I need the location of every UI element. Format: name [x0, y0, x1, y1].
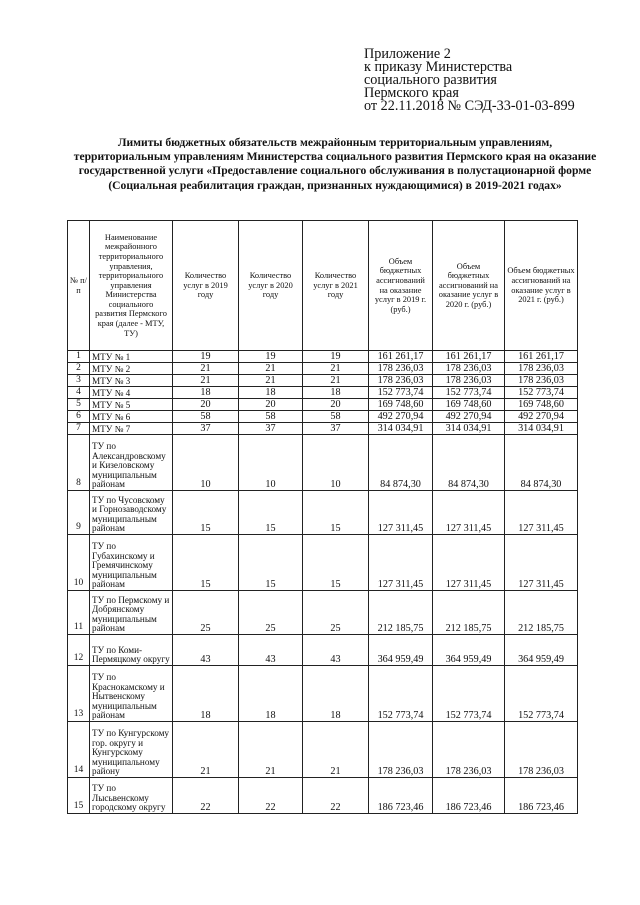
row-volume-2019: 212 185,75 [369, 591, 433, 635]
row-org: ТУ по Коми-Пермяцкому округу [90, 635, 173, 666]
row-volume-2019: 84 874,30 [369, 435, 433, 491]
table-row [68, 535, 578, 591]
row-org: ТУ по Лысьвенскому городскому округу [90, 778, 173, 814]
row-count-2020: 21 [239, 722, 303, 778]
row-count-2021: 20 [303, 399, 369, 411]
row-count-2019: 25 [173, 591, 239, 635]
table-row [68, 399, 578, 411]
row-count-2019: 18 [173, 387, 239, 399]
row-number: 5 [68, 399, 90, 411]
row-org: ТУ по Пермскому и Добрянскому муниципальным районам [90, 591, 173, 635]
row-count-2020: 20 [239, 399, 303, 411]
row-count-2021: 18 [303, 387, 369, 399]
row-volume-2021: 186 723,46 [505, 778, 578, 814]
row-count-2021: 43 [303, 635, 369, 666]
appendix-line: социального развития [364, 72, 497, 88]
table-row [68, 778, 578, 814]
appendix-line: Приложение 2 [364, 46, 451, 62]
row-volume-2020: 127 311,45 [433, 535, 505, 591]
row-count-2020: 10 [239, 435, 303, 491]
row-volume-2019: 152 773,74 [369, 387, 433, 399]
row-volume-2019: 178 236,03 [369, 363, 433, 375]
row-volume-2021: 127 311,45 [505, 491, 578, 535]
row-number: 12 [68, 635, 90, 666]
row-volume-2021: 364 959,49 [505, 635, 578, 666]
table-row [68, 635, 578, 666]
row-volume-2020: 152 773,74 [433, 387, 505, 399]
appendix-line: Пермского края [364, 85, 459, 101]
row-volume-2021: 152 773,74 [505, 387, 578, 399]
row-count-2020: 15 [239, 535, 303, 591]
table-row [68, 722, 578, 778]
row-org: МТУ № 2 [90, 363, 173, 375]
row-count-2020: 18 [239, 387, 303, 399]
row-org: ТУ по Чусовскому и Горнозаводскому муниципальным районам [90, 491, 173, 535]
row-volume-2019: 186 723,46 [369, 778, 433, 814]
appendix-line: от 22.11.2018 № СЭД-33-01-03-899 [364, 98, 575, 114]
row-volume-2021: 314 034,91 [505, 423, 578, 435]
header-count-2019: Количество услуг в 2019 году [173, 221, 239, 351]
row-count-2019: 15 [173, 491, 239, 535]
row-volume-2020: 178 236,03 [433, 722, 505, 778]
row-number: 1 [68, 351, 90, 363]
row-count-2021: 25 [303, 591, 369, 635]
row-count-2020: 15 [239, 491, 303, 535]
row-org: ТУ по Кунгурскому гор. округу и Кунгурскому муниципальному району [90, 722, 173, 778]
row-volume-2020: 314 034,91 [433, 423, 505, 435]
row-count-2020: 21 [239, 363, 303, 375]
row-count-2021: 21 [303, 722, 369, 778]
row-volume-2021: 178 236,03 [505, 722, 578, 778]
row-count-2019: 21 [173, 722, 239, 778]
table-row [68, 363, 578, 375]
row-count-2020: 18 [239, 666, 303, 722]
row-volume-2020: 186 723,46 [433, 778, 505, 814]
row-volume-2020: 161 261,17 [433, 351, 505, 363]
row-count-2019: 15 [173, 535, 239, 591]
row-volume-2021: 161 261,17 [505, 351, 578, 363]
limits-table [67, 220, 578, 814]
row-count-2019: 37 [173, 423, 239, 435]
row-count-2021: 19 [303, 351, 369, 363]
row-count-2019: 43 [173, 635, 239, 666]
appendix-line: к приказу Министерства [364, 59, 513, 75]
table-row [68, 491, 578, 535]
row-volume-2021: 212 185,75 [505, 591, 578, 635]
row-org: МТУ № 1 [90, 351, 173, 363]
row-org: ТУ по Александровскому и Кизеловскому муниципальным районам [90, 435, 173, 491]
row-count-2020: 19 [239, 351, 303, 363]
row-number: 9 [68, 491, 90, 535]
row-count-2020: 22 [239, 778, 303, 814]
row-count-2020: 43 [239, 635, 303, 666]
row-count-2019: 21 [173, 375, 239, 387]
row-number: 15 [68, 778, 90, 814]
row-count-2021: 58 [303, 411, 369, 423]
row-volume-2021: 178 236,03 [505, 375, 578, 387]
header-volume-2020: Объем бюджетных ассигнований на оказание услуг в 2020 г. (руб.) [433, 221, 505, 351]
row-volume-2019: 161 261,17 [369, 351, 433, 363]
row-volume-2020: 127 311,45 [433, 491, 505, 535]
row-count-2019: 22 [173, 778, 239, 814]
row-number: 6 [68, 411, 90, 423]
row-number: 7 [68, 423, 90, 435]
row-count-2019: 20 [173, 399, 239, 411]
table-row [68, 351, 578, 363]
row-number: 14 [68, 722, 90, 778]
row-volume-2020: 492 270,94 [433, 411, 505, 423]
row-count-2021: 15 [303, 535, 369, 591]
row-org: МТУ № 5 [90, 399, 173, 411]
row-volume-2021: 169 748,60 [505, 399, 578, 411]
row-count-2020: 21 [239, 375, 303, 387]
row-volume-2020: 178 236,03 [433, 363, 505, 375]
row-count-2021: 15 [303, 491, 369, 535]
row-count-2021: 22 [303, 778, 369, 814]
row-count-2021: 37 [303, 423, 369, 435]
row-volume-2019: 178 236,03 [369, 722, 433, 778]
header-volume-2021: Объем бюджетных ассигнований на оказание услуг в 2021 г. (руб.) [505, 221, 578, 351]
row-volume-2020: 84 874,30 [433, 435, 505, 491]
row-volume-2019: 364 959,49 [369, 635, 433, 666]
row-volume-2020: 169 748,60 [433, 399, 505, 411]
row-count-2020: 25 [239, 591, 303, 635]
header-org: Наименование межрайонного территориального управления, территориального управления Министерства социального развития Пермского края (далее - МТУ, ТУ) [90, 221, 173, 351]
row-count-2021: 21 [303, 375, 369, 387]
row-volume-2019: 314 034,91 [369, 423, 433, 435]
row-count-2019: 19 [173, 351, 239, 363]
row-volume-2019: 492 270,94 [369, 411, 433, 423]
row-volume-2019: 178 236,03 [369, 375, 433, 387]
row-count-2019: 10 [173, 435, 239, 491]
row-volume-2019: 127 311,45 [369, 535, 433, 591]
row-volume-2020: 178 236,03 [433, 375, 505, 387]
row-count-2019: 18 [173, 666, 239, 722]
row-org: МТУ № 3 [90, 375, 173, 387]
row-number: 2 [68, 363, 90, 375]
header-num: № п/п [68, 221, 90, 351]
row-number: 8 [68, 435, 90, 491]
table-row [68, 423, 578, 435]
row-volume-2019: 152 773,74 [369, 666, 433, 722]
row-volume-2020: 152 773,74 [433, 666, 505, 722]
row-number: 3 [68, 375, 90, 387]
row-org: ТУ по Губахинскому и Гремячинскому муниципальным районам [90, 535, 173, 591]
row-count-2021: 10 [303, 435, 369, 491]
row-number: 13 [68, 666, 90, 722]
row-volume-2021: 84 874,30 [505, 435, 578, 491]
header-volume-2019: Объем бюджетных ассигнований на оказание услуг в 2019 г. (руб.) [369, 221, 433, 351]
row-number: 4 [68, 387, 90, 399]
appendix-header [364, 48, 575, 113]
table-row [68, 375, 578, 387]
table-row [68, 591, 578, 635]
row-org: МТУ № 6 [90, 411, 173, 423]
table-row [68, 387, 578, 399]
row-count-2020: 37 [239, 423, 303, 435]
table-row [68, 435, 578, 491]
row-number: 10 [68, 535, 90, 591]
row-count-2021: 18 [303, 666, 369, 722]
row-count-2019: 21 [173, 363, 239, 375]
row-volume-2019: 127 311,45 [369, 491, 433, 535]
row-volume-2021: 152 773,74 [505, 666, 578, 722]
row-number: 11 [68, 591, 90, 635]
row-org: ТУ по Краснокамскому и Нытвенскому муниципальным районам [90, 666, 173, 722]
document-title: Лимиты бюджетных обязательств межрайонным территориальным управлениям, территориальным управлениям Министерства социального развития Пермского края на оказание государственной услуги «Предоставление социального обслуживания в полустационарной форме (Социальная реабилитация граждан, признанных нуждающимися) в 2019-2021 годах» [73, 136, 597, 192]
header-count-2020: Количество услуг в 2020 году [239, 221, 303, 351]
row-org: МТУ № 7 [90, 423, 173, 435]
row-org: МТУ № 4 [90, 387, 173, 399]
row-volume-2021: 127 311,45 [505, 535, 578, 591]
row-volume-2020: 364 959,49 [433, 635, 505, 666]
row-count-2020: 58 [239, 411, 303, 423]
table-row [68, 666, 578, 722]
row-volume-2019: 169 748,60 [369, 399, 433, 411]
table-row [68, 411, 578, 423]
row-count-2021: 21 [303, 363, 369, 375]
row-volume-2020: 212 185,75 [433, 591, 505, 635]
header-count-2021: Количество услуг в 2021 году [303, 221, 369, 351]
row-volume-2021: 492 270,94 [505, 411, 578, 423]
row-count-2019: 58 [173, 411, 239, 423]
row-volume-2021: 178 236,03 [505, 363, 578, 375]
